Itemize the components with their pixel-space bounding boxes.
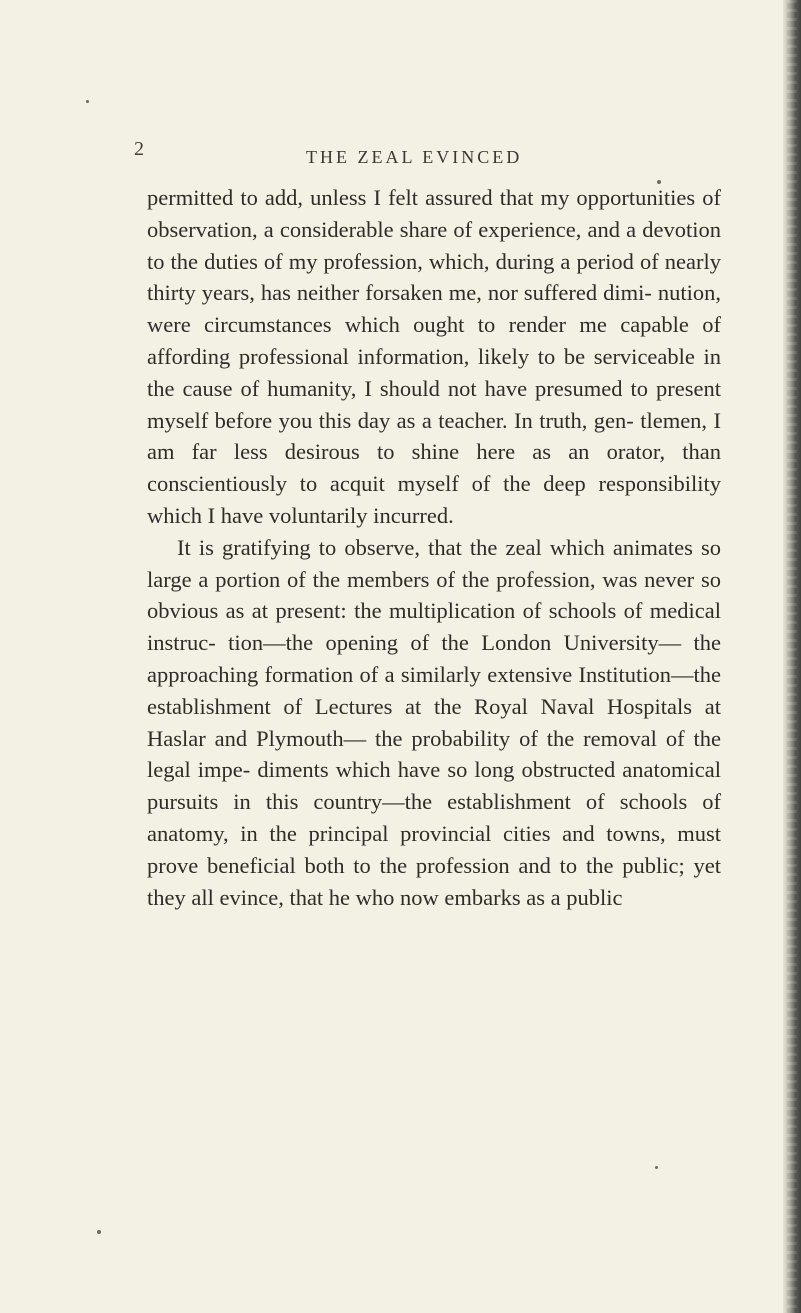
page-number: 2 <box>134 138 144 160</box>
paper-speck <box>86 100 89 103</box>
paper-speck <box>655 1166 658 1169</box>
paper-speck <box>97 1230 101 1234</box>
spine-texture <box>787 0 797 1313</box>
paragraph-1: permitted to add, unless I felt assured that my opportunities of observation, a considerable share of experience, and a devotion to the duties of my profession, which, during a period of nearly thirty years, has neither forsaken me, nor suffered dimi- nution, were circumstances which ought to render me capable of affording professional information, likely to be serviceable in the cause of humanity, I should not have presumed to present myself before you this day as a teacher. In truth, gen- tlemen, I am far less desirous to shine here as an orator, than conscientiously to acquit myself of the deep responsibility which I have voluntarily incurred. <box>147 185 721 528</box>
paragraph-2: It is gratifying to observe, that the zeal which animates so large a portion of the members of the profession, was never so obvious as at present: the multiplication of schools of medical instruc- tion—the opening of the London University— the approaching formation of a similarly extensive Institution—the establishment of Lectures at the Royal Naval Hospitals at Haslar and Plymouth— the probability of the removal of the legal impe- diments which have so long obstructed anatomical pursuits in this country—the establishment of schools of anatomy, in the principal provincial cities and towns, must prove beneficial both to the profession and to the public; yet they all evince, that he who now embarks as a public <box>147 534 721 910</box>
body-text <box>147 182 721 913</box>
running-head: THE ZEAL EVINCED <box>306 147 523 167</box>
